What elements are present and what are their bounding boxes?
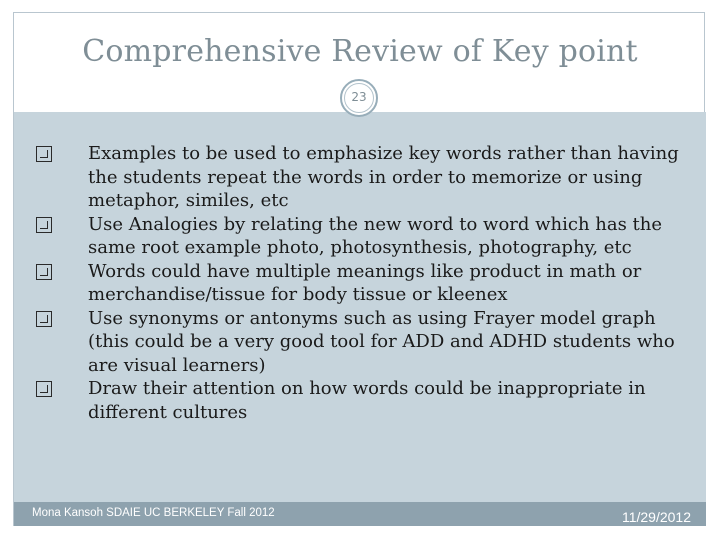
square-bullet-icon [36, 146, 52, 162]
page-number-badge [340, 79, 378, 117]
footer-author: Mona Kansoh SDAIE UC BERKELEY Fall 2012 [32, 507, 275, 519]
content-panel [14, 112, 706, 502]
bullet-list [36, 142, 696, 424]
bullet-item [36, 260, 696, 307]
bullet-item [36, 377, 696, 424]
slide-title: Comprehensive Review of Key point [82, 34, 638, 69]
page-number: 23 [351, 90, 367, 104]
square-bullet-icon [36, 311, 52, 327]
square-bullet-icon [36, 381, 52, 397]
footer-bar [14, 502, 706, 526]
bullet-text: Words could have multiple meanings like product in math or merchandise/tissue for body tissue or kleenex [88, 260, 642, 305]
footer-date: 11/29/2012 [621, 509, 691, 525]
bullet-text: Use Analogies by relating the new word to word which has the same root example photo, photosynthesis, photography, etc [88, 213, 663, 258]
square-bullet-icon [36, 264, 52, 280]
bullet-text: Examples to be used to emphasize key words rather than having the students repeat the words in order to memorize or using metaphor, similes, etc [88, 143, 679, 211]
bullet-item [36, 213, 696, 260]
bullet-item [36, 307, 696, 378]
square-bullet-icon [36, 217, 52, 233]
bullet-text: Use synonyms or antonyms such as using Frayer model graph (this could be a very good tool for ADD and ADHD students who are visual learners) [88, 307, 675, 376]
bullet-item [36, 142, 696, 213]
bullet-text: Draw their attention on how words could be inappropriate in different cultures [88, 378, 646, 423]
